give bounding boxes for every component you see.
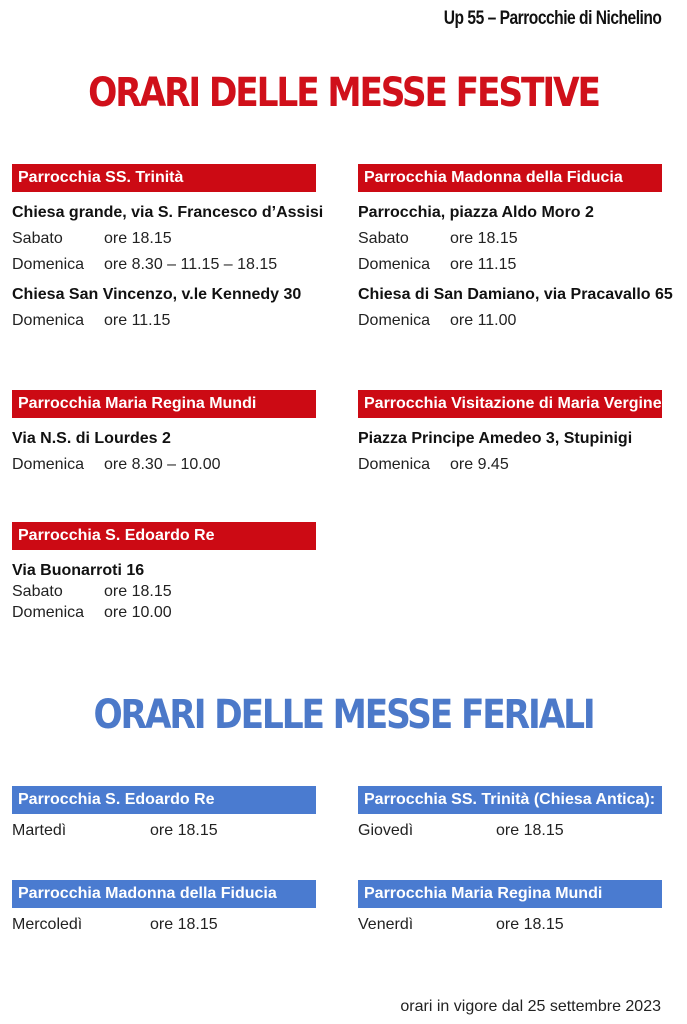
time-label: ore 8.30 – 10.00 [104, 456, 221, 473]
time-label: ore 18.15 [150, 916, 218, 933]
time-label: ore 10.00 [104, 604, 172, 621]
header-label: Up 55 – Parrocchie di Nichelino [443, 8, 661, 29]
feriali-block-ss-trinita [358, 786, 662, 840]
place-name: Via N.S. di Lourdes 2 [12, 430, 171, 447]
parish-header: Parrocchia Visitazione di Maria Vergine [358, 390, 662, 418]
parish-header: Parrocchia S. Edoardo Re [12, 786, 316, 814]
parish-header: Parrocchia SS. Trinità (Chiesa Antica): [358, 786, 662, 814]
day-label: Domenica [358, 256, 431, 273]
place-name: Parrocchia, piazza Aldo Moro 2 [358, 204, 594, 221]
feriali-block-madonna-fiducia [12, 880, 316, 934]
place-name: Chiesa grande, via S. Francesco d’Assisi [12, 204, 324, 221]
time-label: ore 11.15 [450, 256, 517, 273]
schedule-row [12, 822, 316, 840]
schedule-row [12, 604, 316, 622]
place-name: Chiesa San Vincenzo, v.le Kennedy 30 [12, 286, 302, 303]
day-label: Domenica [12, 312, 85, 329]
festive-block-edoardo-re [12, 522, 316, 622]
day-label: Domenica [12, 456, 85, 473]
place-name: Via Buonarroti 16 [12, 562, 145, 579]
validity-note: orari in vigore dal 25 settembre 2023 [400, 998, 661, 1015]
time-label: ore 18.15 [496, 822, 564, 839]
day-label: Domenica [358, 456, 431, 473]
day-label: Sabato [12, 583, 63, 600]
festive-block-madonna-fiducia [358, 164, 673, 330]
festive-title: ORARI DELLE MESSE FESTIVE [88, 70, 599, 116]
time-label: ore 18.15 [104, 230, 172, 247]
parish-header: Parrocchia Maria Regina Mundi [358, 880, 662, 908]
festive-block-visitazione [358, 390, 662, 474]
day-label: Mercoledì [12, 916, 83, 933]
time-label: ore 18.15 [450, 230, 518, 247]
day-label: Domenica [358, 312, 431, 329]
day-label: Domenica [12, 604, 85, 621]
place-name: Piazza Principe Amedeo 3, Stupinigi [358, 430, 633, 447]
time-label: ore 18.15 [104, 583, 172, 600]
schedule-row [12, 256, 316, 274]
parish-header: Parrocchia Madonna della Fiducia [12, 880, 316, 908]
schedule-row [358, 256, 662, 274]
day-label: Martedì [12, 822, 67, 839]
day-label: Venerdì [358, 916, 414, 933]
feriali-block-edoardo-re [12, 786, 316, 840]
time-label: ore 9.45 [450, 456, 509, 473]
feriali-title: ORARI DELLE MESSE FERIALI [93, 692, 594, 738]
parish-header: Parrocchia S. Edoardo Re [12, 522, 316, 550]
time-label: ore 11.00 [450, 312, 517, 329]
schedule-row [12, 583, 316, 601]
schedule-row [358, 312, 662, 330]
schedule-row [12, 916, 316, 934]
day-label: Sabato [12, 230, 63, 247]
day-label: Giovedì [358, 822, 414, 839]
schedule-row [12, 312, 316, 330]
place-name: Chiesa di San Damiano, via Pracavallo 65 [358, 286, 673, 303]
time-label: ore 18.15 [496, 916, 564, 933]
day-label: Domenica [12, 256, 85, 273]
parish-header: Parrocchia SS. Trinità [12, 164, 316, 192]
schedule-row [12, 456, 316, 474]
festive-block-ss-trinita [12, 164, 324, 330]
festive-block-regina-mundi [12, 390, 316, 474]
schedule-row [358, 916, 662, 934]
schedule-row [358, 456, 662, 474]
parish-header: Parrocchia Madonna della Fiducia [358, 164, 662, 192]
schedule-row [358, 822, 662, 840]
day-label: Sabato [358, 230, 409, 247]
time-label: ore 8.30 – 11.15 – 18.15 [104, 256, 278, 273]
time-label: ore 18.15 [150, 822, 218, 839]
schedule-row [358, 230, 662, 248]
parish-header: Parrocchia Maria Regina Mundi [12, 390, 316, 418]
feriali-block-regina-mundi [358, 880, 662, 934]
schedule-row [12, 230, 316, 248]
time-label: ore 11.15 [104, 312, 171, 329]
